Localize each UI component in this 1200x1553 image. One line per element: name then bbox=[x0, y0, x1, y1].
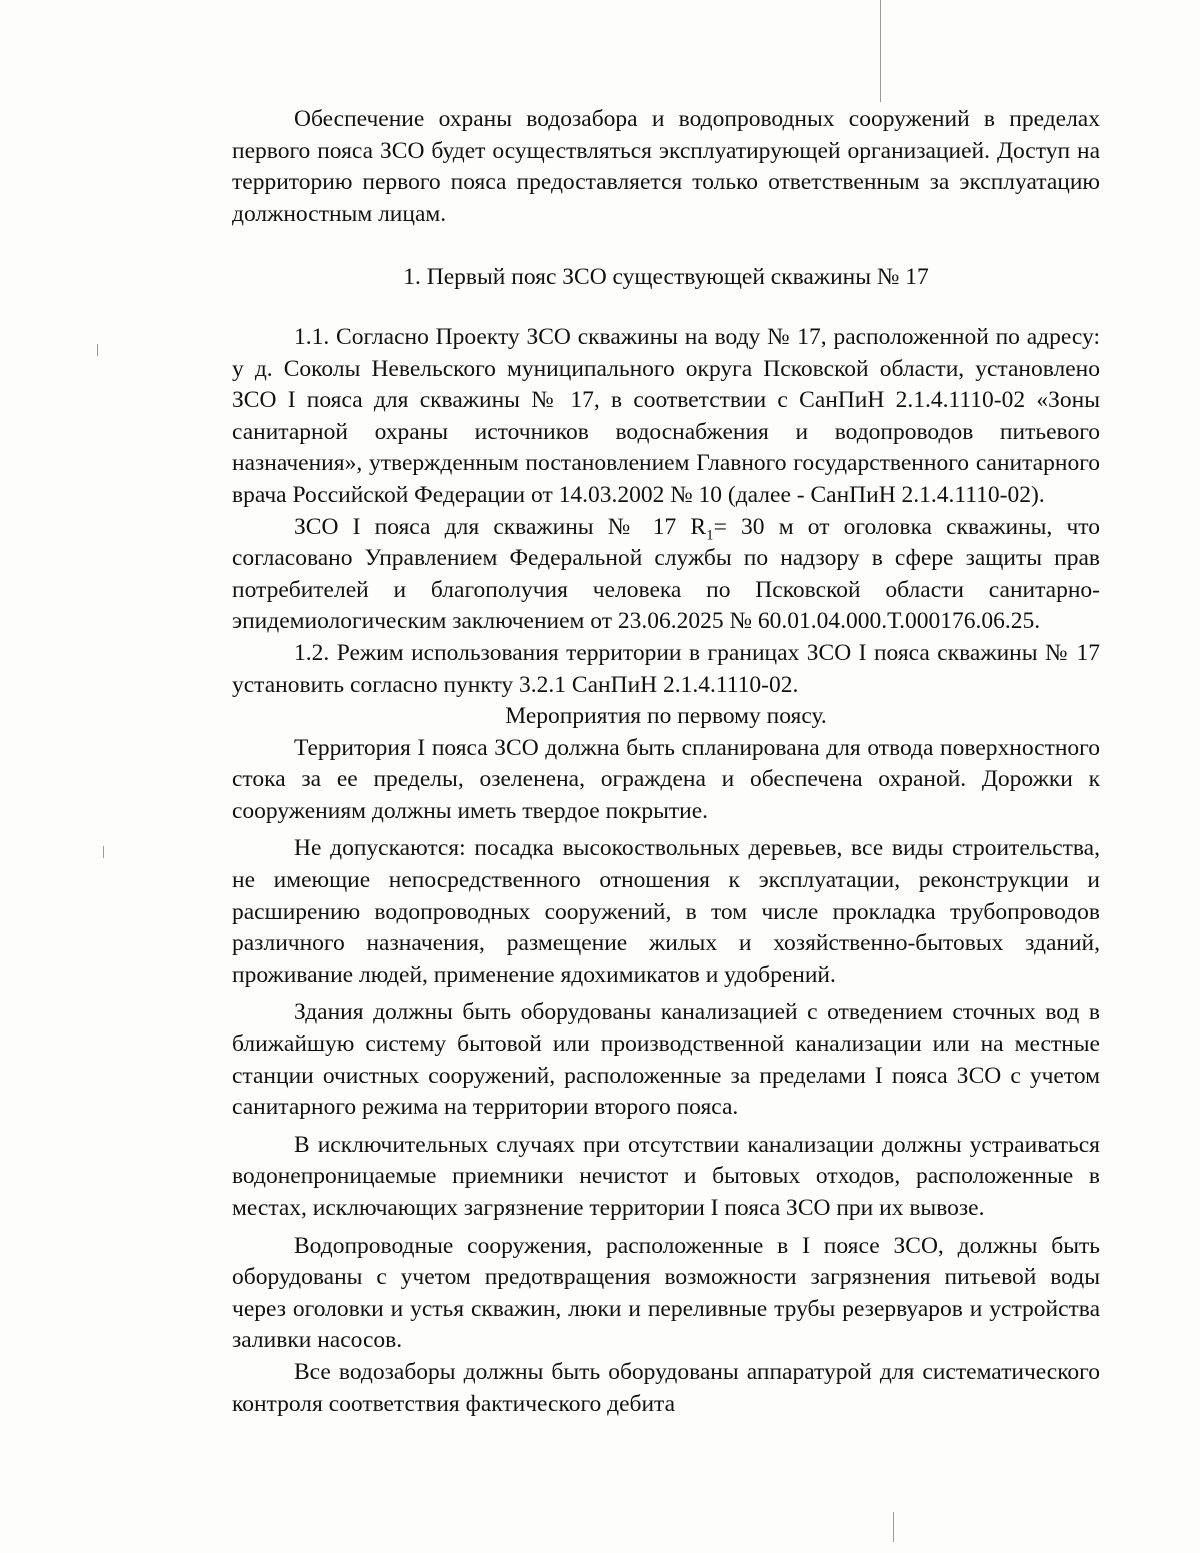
measures-heading: Мероприятия по первому поясу. bbox=[505, 703, 827, 730]
paragraph-territory: Территория I пояса ЗСО должна быть спланирована для отвода поверхностного стока за ее пределы, озеленена, ограждена и обеспечена охраной. Дорожки к сооружениям должны иметь твердое покрытие. bbox=[232, 734, 1100, 824]
scan-artifact-top bbox=[880, 0, 881, 102]
paragraph-buildings: Здания должны быть оборудованы канализацией с отведением сточных вод в ближайшую систему бытовой или производственной канализации или на местные станции очистных сооружений, расположенные за пределами I пояса ЗСО с учетом санитарного режима на территории второго пояса. bbox=[232, 999, 1100, 1121]
radius-text-rest: = 30 м от оголовка скважины, что согласовано Управлением Федеральной службы по надзору в сфере защиты прав потребителей и благополучия человека по Псковской области санитарно-эпидемиологическим заключением от 23.06.2025 № 60.01.04.000.Т.000176.06.25. bbox=[232, 513, 1100, 635]
paragraph-facilities: Водопроводные сооружения, расположенные в I поясе ЗСО, должны быть оборудованы с учетом предотвращения возможности загрязнения питьевой воды через оголовки и устья скважин, люки и переливные трубы резервуаров и устройства заливки насосов. bbox=[232, 1232, 1100, 1354]
paragraph-1-1: 1.1. Согласно Проекту ЗСО скважины на воду № 17, расположенной по адресу: у д. Соколы Невельского муниципального округа Псковской области, установлено ЗСО I пояса для скважины № 17, в соответствии с СанПиН 2.1.4.1110-02 «Зоны санитарной охраны источников водоснабжения и водопроводов питьевого назначения», утвержденным постановлением Главного государственного санитарного врача Российской Федерации от 14.03.2002 № 10 (далее - СанПиН 2.1.4.1110-02). bbox=[232, 323, 1100, 508]
paragraph-exceptional: В исключительных случаях при отсутствии канализации должны устраиваться водонепроницаемые приемники нечистот и бытовых отходов, расположенные в местах, исключающих загрязнение территории I пояса ЗСО при их вывозе. bbox=[232, 1131, 1100, 1221]
paragraph-not-allowed: Не допускаются: посадка высокоствольных деревьев, все виды строительства, не имеющие непосредственного отношения к эксплуатации, реконструкции и расширению водопроводных сооружений, в том числе прокладка трубопроводов различного назначения, размещение жилых и хозяйственно-бытовых зданий, проживание людей, применение ядохимикатов и удобрений. bbox=[232, 835, 1100, 988]
scan-artifact-bottom bbox=[893, 1512, 894, 1542]
radius-text-start: ЗСО I пояса для скважины № 17 R bbox=[294, 513, 707, 540]
paragraph-all-intakes: Все водозаборы должны быть оборудованы аппаратурой для систематического контроля соответствия фактического дебита bbox=[232, 1358, 1100, 1417]
radius-subscript: 1 bbox=[706, 527, 714, 544]
paragraph-radius bbox=[232, 512, 1100, 638]
scan-artifact-left-2 bbox=[103, 846, 104, 858]
section-heading: 1. Первый пояс ЗСО существующей скважины № 17 bbox=[403, 264, 929, 291]
scan-artifact-left-1 bbox=[97, 344, 98, 356]
paragraph-1-2: 1.2. Режим использования территории в границах ЗСО I пояса скважины № 17 установить согласно пункту 3.2.1 СанПиН 2.1.4.1110-02. bbox=[232, 639, 1100, 698]
intro-paragraph: Обеспечение охраны водозабора и водопроводных сооружений в пределах первого пояса ЗСО будет осуществляться эксплуатирующей организацией. Доступ на территорию первого пояса предоставляется только ответственным за эксплуатацию должностным лицам. bbox=[232, 106, 1100, 227]
document-body bbox=[232, 104, 1100, 1420]
